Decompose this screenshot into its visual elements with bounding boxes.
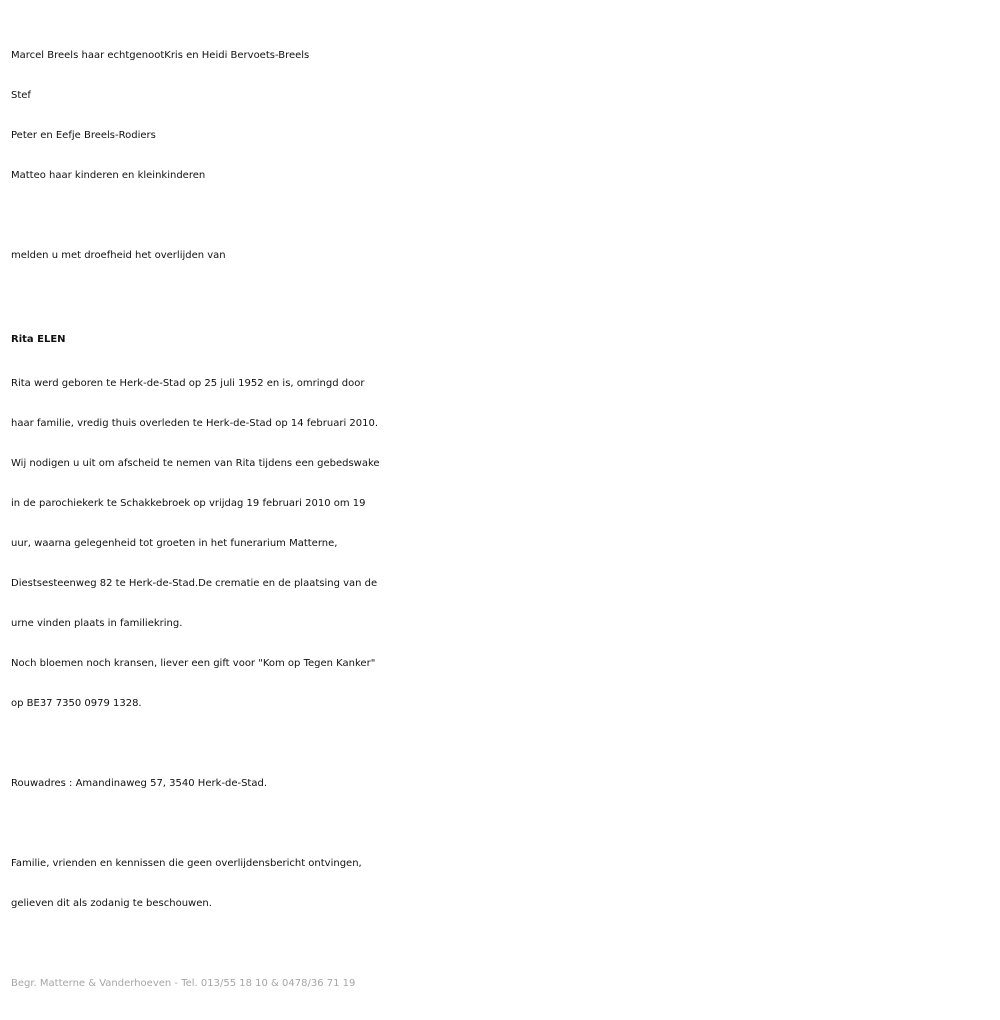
mourning-address: Rouwadres : Amandinaweg 57, 3540 Herk-de-Stad. xyxy=(11,778,268,789)
body-line: haar familie, vredig thuis overleden te Herk-de-Stad op 14 februari 2010. xyxy=(11,418,379,429)
funeral-home-footer: Begr. Matterne & Vanderhoeven - Tel. 013/55 18 10 & 0478/36 71 19 xyxy=(11,978,356,989)
notice-line: gelieven dit als zodanig te beschouwen. xyxy=(11,898,212,909)
notice-line: Familie, vrienden en kennissen die geen overlijdensbericht ontvingen, xyxy=(11,858,362,869)
family-section xyxy=(11,36,991,196)
body-line: uur, waarna gelegenheid tot groeten in het funerarium Matterne, xyxy=(11,538,338,549)
obituary-document xyxy=(11,36,991,1004)
family-line: Stef xyxy=(11,90,31,101)
family-line: Peter en Eefje Breels-Rodiers xyxy=(11,130,156,141)
spacer xyxy=(11,276,991,316)
body-line: Rita werd geboren te Herk-de-Stad op 25 juli 1952 en is, omringd door xyxy=(11,378,365,389)
spacer xyxy=(11,804,991,844)
announcement-text: melden u met droefheid het overlijden van xyxy=(11,250,226,261)
family-line: Marcel Breels haar echtgenootKris en Heidi Bervoets-Breels xyxy=(11,50,310,61)
notice-section xyxy=(11,844,991,924)
body-line: Wij nodigen u uit om afscheid te nemen van Rita tijdens een gebedswake xyxy=(11,458,380,469)
body-line: urne vinden plaats in familiekring. xyxy=(11,618,183,629)
spacer xyxy=(11,724,991,764)
deceased-name: Rita ELEN xyxy=(11,334,66,345)
family-line: Matteo haar kinderen en kleinkinderen xyxy=(11,170,206,181)
body-line: Diestsesteenweg 82 te Herk-de-Stad.De crematie en de plaatsing van de xyxy=(11,578,378,589)
body-line: op BE37 7350 0979 1328. xyxy=(11,698,142,709)
spacer xyxy=(11,196,991,236)
body-line: Noch bloemen noch kransen, liever een gift voor "Kom op Tegen Kanker" xyxy=(11,658,376,669)
body-line: in de parochiekerk te Schakkebroek op vrijdag 19 februari 2010 om 19 xyxy=(11,498,366,509)
obituary-body xyxy=(11,364,991,724)
spacer xyxy=(11,924,991,964)
